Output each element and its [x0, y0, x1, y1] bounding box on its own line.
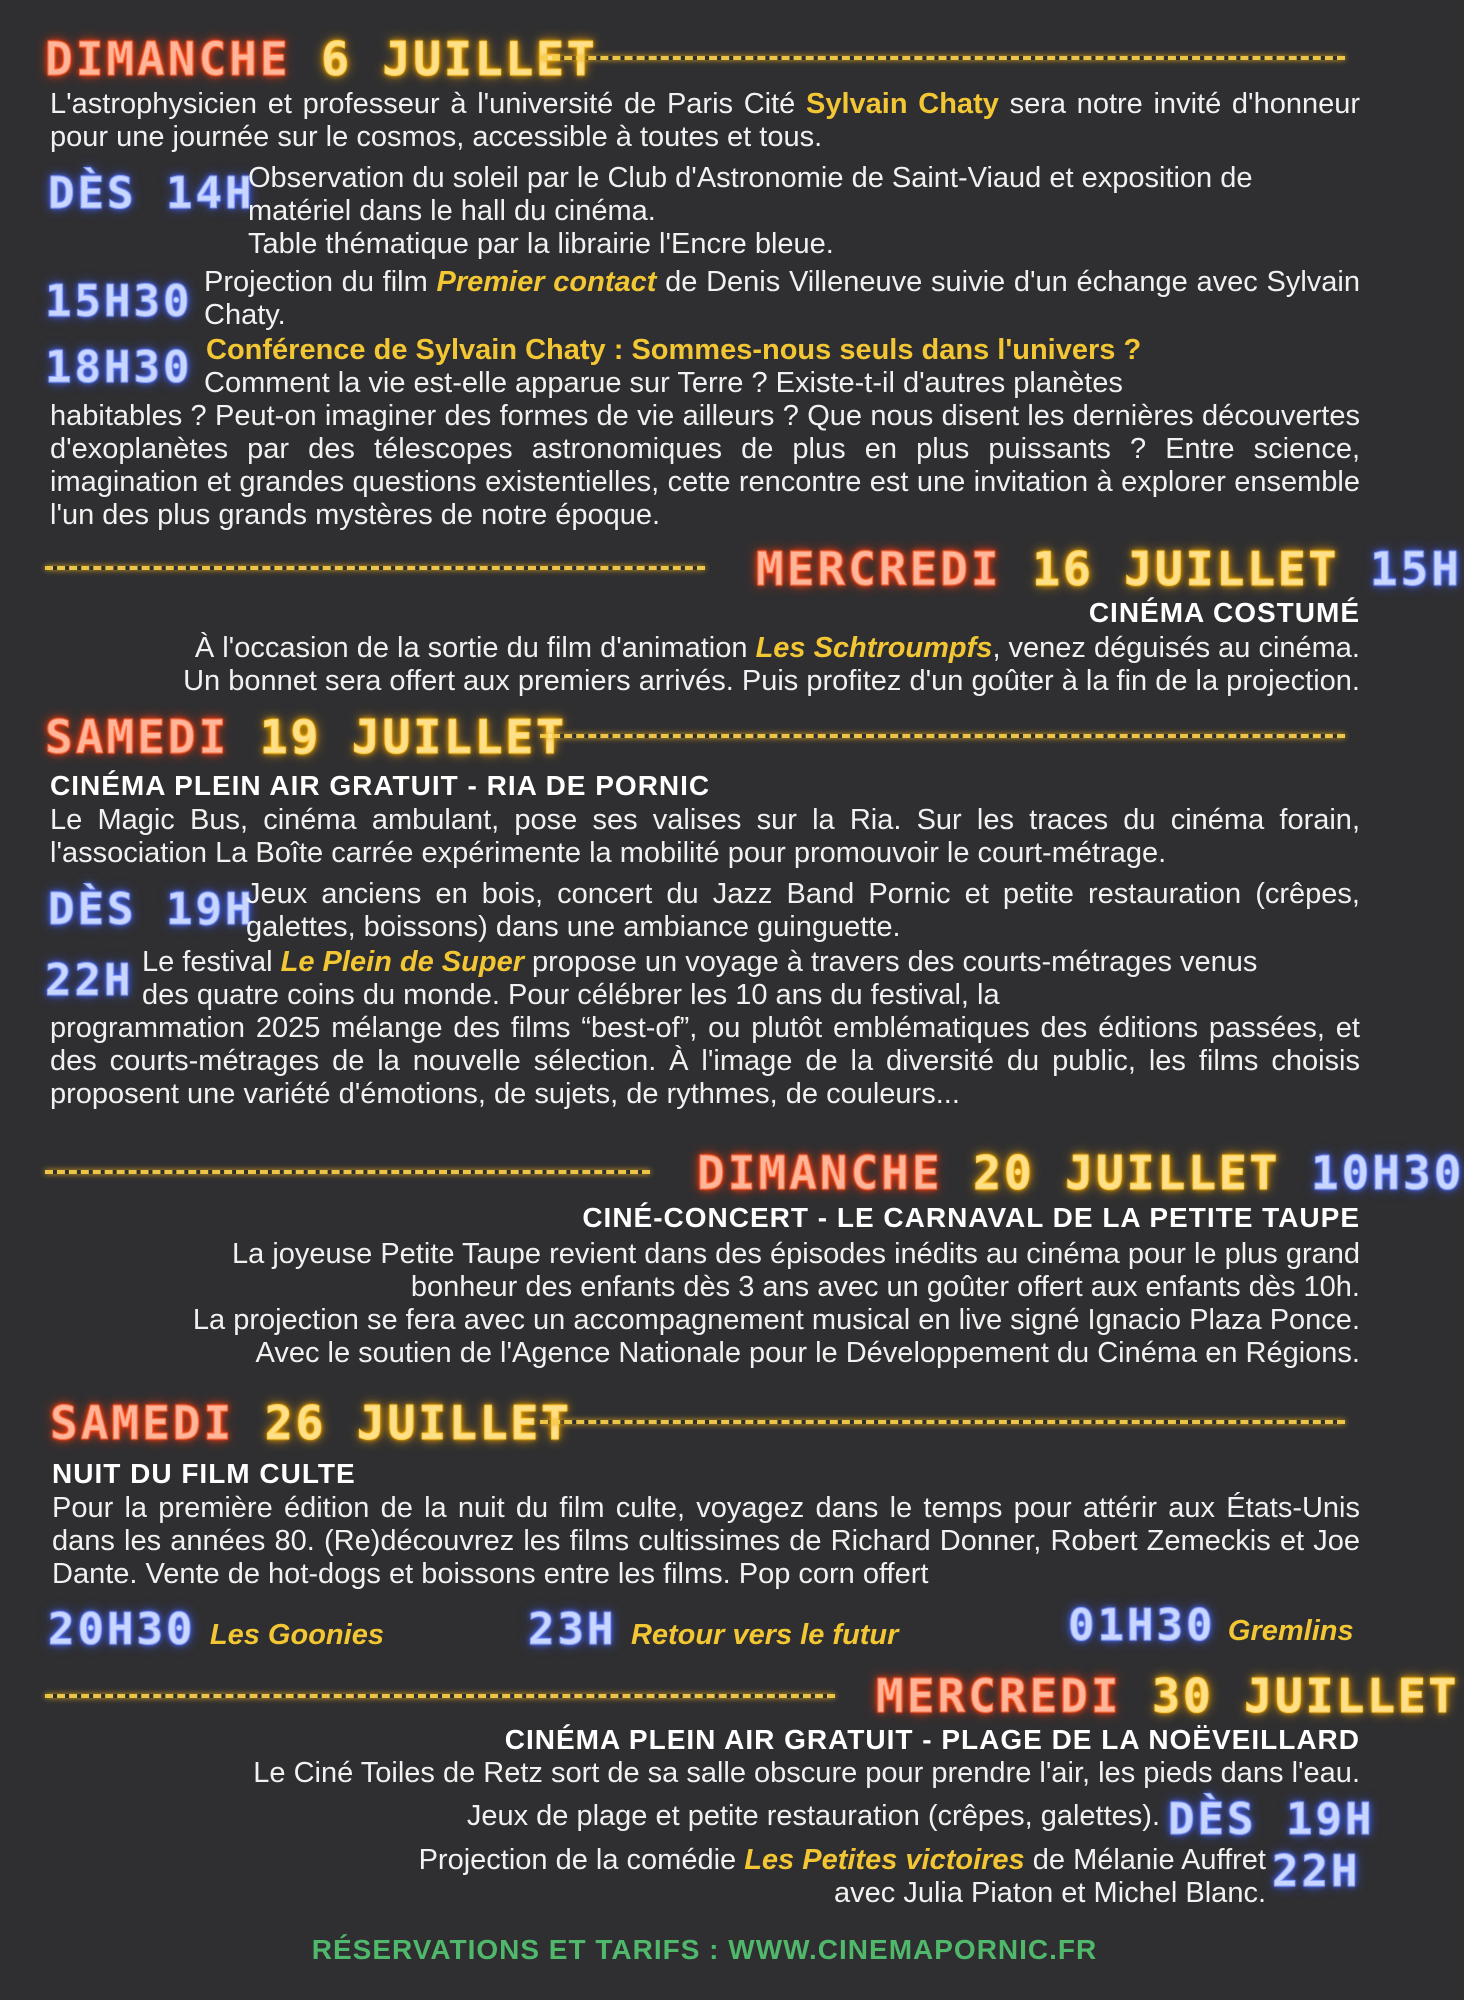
- plage-text-b: de Mélanie Auffret: [1024, 1844, 1266, 1876]
- event-15h30: [204, 266, 1360, 332]
- time-18h30: 18H30: [45, 342, 193, 393]
- plage-22h-line2: avec Julia Piaton et Michel Blanc.: [834, 1877, 1266, 1909]
- event-14h: [248, 162, 1358, 261]
- date-dimanche-20: [697, 1146, 1464, 1200]
- date-day: MERCREDI: [756, 542, 1002, 596]
- time-15h: 15H: [1369, 542, 1463, 596]
- time-19h: DÈS 19H: [48, 884, 255, 935]
- film-lineup: [48, 1600, 1368, 1655]
- concert-line4: Avec le soutien de l'Agence Nationale pour le Développement du Cinéma en Régions.: [255, 1337, 1360, 1369]
- concert-text: [40, 1238, 1360, 1370]
- film-title: Les Goonies: [209, 1619, 384, 1651]
- section-heading: CINÉMA PLEIN AIR GRATUIT - PLAGE DE LA NOËVEILLARD: [504, 1724, 1360, 1755]
- conference-title: Conférence de Sylvain Chaty : Sommes-nous seuls dans l'univers ?: [206, 334, 1142, 366]
- date-month: 20 JUILLET: [973, 1146, 1281, 1200]
- concert-line2: bonheur des enfants dès 3 ans avec un goûter offert aux enfants dès 10h.: [410, 1271, 1360, 1303]
- date-month: 30 JUILLET: [1152, 1669, 1460, 1723]
- film-title: Les Petites victoires: [744, 1844, 1025, 1876]
- film-time: 01H30: [1068, 1600, 1216, 1651]
- date-day: DIMANCHE: [45, 32, 291, 86]
- intro-text-end: sera notre invité d'honneur pour une journée sur le cosmos, accessible à toutes et tous.: [50, 88, 1360, 153]
- date-month: 26 JUILLET: [264, 1396, 572, 1450]
- date-month: 19 JUILLET: [259, 710, 567, 764]
- event-22h: [142, 946, 1302, 1012]
- culte-text: Pour la première édition de la nuit du film culte, voyagez dans le temps pour attérir aux États-Unis dans les années 80. (Re)découvrez les films cultissimes de Richard Donner, Robert Zemeckis et Joe Dante. Vente de hot-dogs et boissons entre les films. Pop corn offert: [52, 1492, 1360, 1590]
- film-time: 20H30: [48, 1604, 196, 1655]
- date-mercredi-30: [876, 1669, 1459, 1723]
- date-day: SAMEDI: [45, 710, 230, 764]
- footer-reservations: RÉSERVATIONS ET TARIFS : WWW.CINEMAPORNIC.FR: [311, 1934, 1098, 1965]
- plage-text-a: Projection de la comédie: [418, 1844, 745, 1876]
- divider: [45, 1170, 650, 1174]
- event-14h-text2: Table thématique par la librairie l'Encre bleue.: [248, 228, 834, 260]
- film-title: Les Schtroumpfs: [755, 632, 993, 664]
- costume-text: [40, 632, 1360, 698]
- divider: [540, 56, 1345, 60]
- time-10h30: 10H30: [1310, 1146, 1464, 1200]
- costume-line2: Un bonnet sera offert aux premiers arrivés. Puis profitez d'un goûter à la fin de la projection.: [183, 665, 1360, 697]
- costume-text-b: , venez déguisés au cinéma.: [992, 632, 1360, 664]
- event-22h-text: Le festival: [142, 946, 281, 978]
- film-item: [1068, 1600, 1354, 1651]
- film-time: 23H: [528, 1604, 617, 1655]
- film-title: Premier contact: [436, 266, 657, 298]
- event-22h-text-end: propose un voyage à travers des courts-métrages venus des quatre coins du monde. Pour célébrer les 10 ans du festival, la: [142, 946, 1258, 1011]
- divider: [540, 734, 1345, 738]
- date-month: 6 JUILLET: [321, 32, 598, 86]
- date-day: SAMEDI: [50, 1396, 235, 1450]
- film-title: Retour vers le futur: [630, 1619, 899, 1651]
- divider: [45, 1694, 835, 1698]
- film-item: [48, 1604, 384, 1655]
- plage-22h-line1: [40, 1844, 1266, 1877]
- event-plage-22h: [40, 1844, 1266, 1910]
- date-day: DIMANCHE: [697, 1146, 943, 1200]
- time-14h: DÈS 14H: [48, 168, 255, 219]
- intro-text: L'astrophysicien et professeur à l'université de Paris Cité: [50, 88, 807, 120]
- section-heading: CINÉMA PLEIN AIR GRATUIT - RIA DE PORNIC: [50, 770, 711, 801]
- divider: [540, 1420, 1345, 1424]
- event-15h30-text-end: de Denis Villeneuve suivie d'un échange avec Sylvain Chaty.: [204, 266, 1360, 331]
- costume-line1: [40, 632, 1360, 665]
- film-item: [528, 1604, 898, 1655]
- event-19h: Jeux anciens en bois, concert du Jazz Band Pornic et petite restauration (crêpes, galettes, boissons) dans une ambiance guinguette.: [246, 878, 1360, 943]
- conference-text: habitables ? Peut-on imaginer des formes de vie ailleurs ? Que nous disent les dernières découvertes d'exoplanètes par des télescopes astronomiques de plus en plus puissants ? Entre science, imagination et grandes questions existentielles, cette rencontre est une invitation à explorer ensemble l'un des plus grands mystères de notre époque.: [50, 400, 1360, 531]
- divider: [45, 566, 705, 570]
- event-14h-text: Observation du soleil par le Club d'Astronomie de Saint-Viaud et exposition de matériel dans le hall du cinéma.: [248, 162, 1253, 227]
- concert-line1: La joyeuse Petite Taupe revient dans des épisodes inédits au cinéma pour le plus grand: [232, 1238, 1360, 1270]
- date-month: 16 JUILLET: [1032, 542, 1340, 596]
- guest-name: Sylvain Chaty: [806, 88, 999, 120]
- event-plage-19h: Jeux de plage et petite restauration (crêpes, galettes).: [466, 1800, 1160, 1832]
- section-heading: CINÉ-CONCERT - LE CARNAVAL DE LA PETITE TAUPE: [582, 1202, 1360, 1233]
- time-15h30: 15H30: [45, 276, 193, 327]
- section-heading: NUIT DU FILM CULTE: [52, 1458, 356, 1489]
- date-samedi-19: [45, 710, 567, 764]
- film-title: Gremlins: [1227, 1615, 1354, 1647]
- festival-name: Le Plein de Super: [280, 946, 524, 978]
- festival-text: programmation 2025 mélange des films “best-of”, ou plutôt emblématiques des éditions passées, et des courts-métrages de la nouvelle sélection. À l'image de la diversité du public, les films choisis proposent une variété d'émotions, de sujets, de rythmes, de couleurs...: [50, 1012, 1360, 1110]
- time-19h: DÈS 19H: [1168, 1794, 1375, 1845]
- concert-line3: La projection se fera avec un accompagnement musical en live signé Ignacio Plaza Ponce.: [192, 1304, 1360, 1336]
- conference-line1: Comment la vie est-elle apparue sur Terre ? Existe-t-il d'autres planètes: [204, 367, 1123, 399]
- costume-text-a: À l'occasion de la sortie du film d'animation: [194, 632, 756, 664]
- section-heading: CINÉMA COSTUMÉ: [1088, 597, 1360, 628]
- time-22h: 22H: [1272, 1846, 1361, 1897]
- date-dimanche-6: [45, 32, 598, 86]
- event-15h30-text: Projection du film: [204, 266, 437, 298]
- date-day: MERCREDI: [876, 1669, 1122, 1723]
- date-mercredi-16: [756, 542, 1462, 596]
- date-samedi-26: [50, 1396, 572, 1450]
- intro-paragraph: [50, 88, 1360, 154]
- ria-intro: Le Magic Bus, cinéma ambulant, pose ses valises sur la Ria. Sur les traces du cinéma forain, l'association La Boîte carrée expérimente la mobilité pour promouvoir le court-métrage.: [50, 804, 1360, 869]
- time-22h: 22H: [45, 955, 134, 1006]
- plage-intro: Le Ciné Toiles de Retz sort de sa salle obscure pour prendre l'air, les pieds dans l'eau.: [253, 1757, 1360, 1789]
